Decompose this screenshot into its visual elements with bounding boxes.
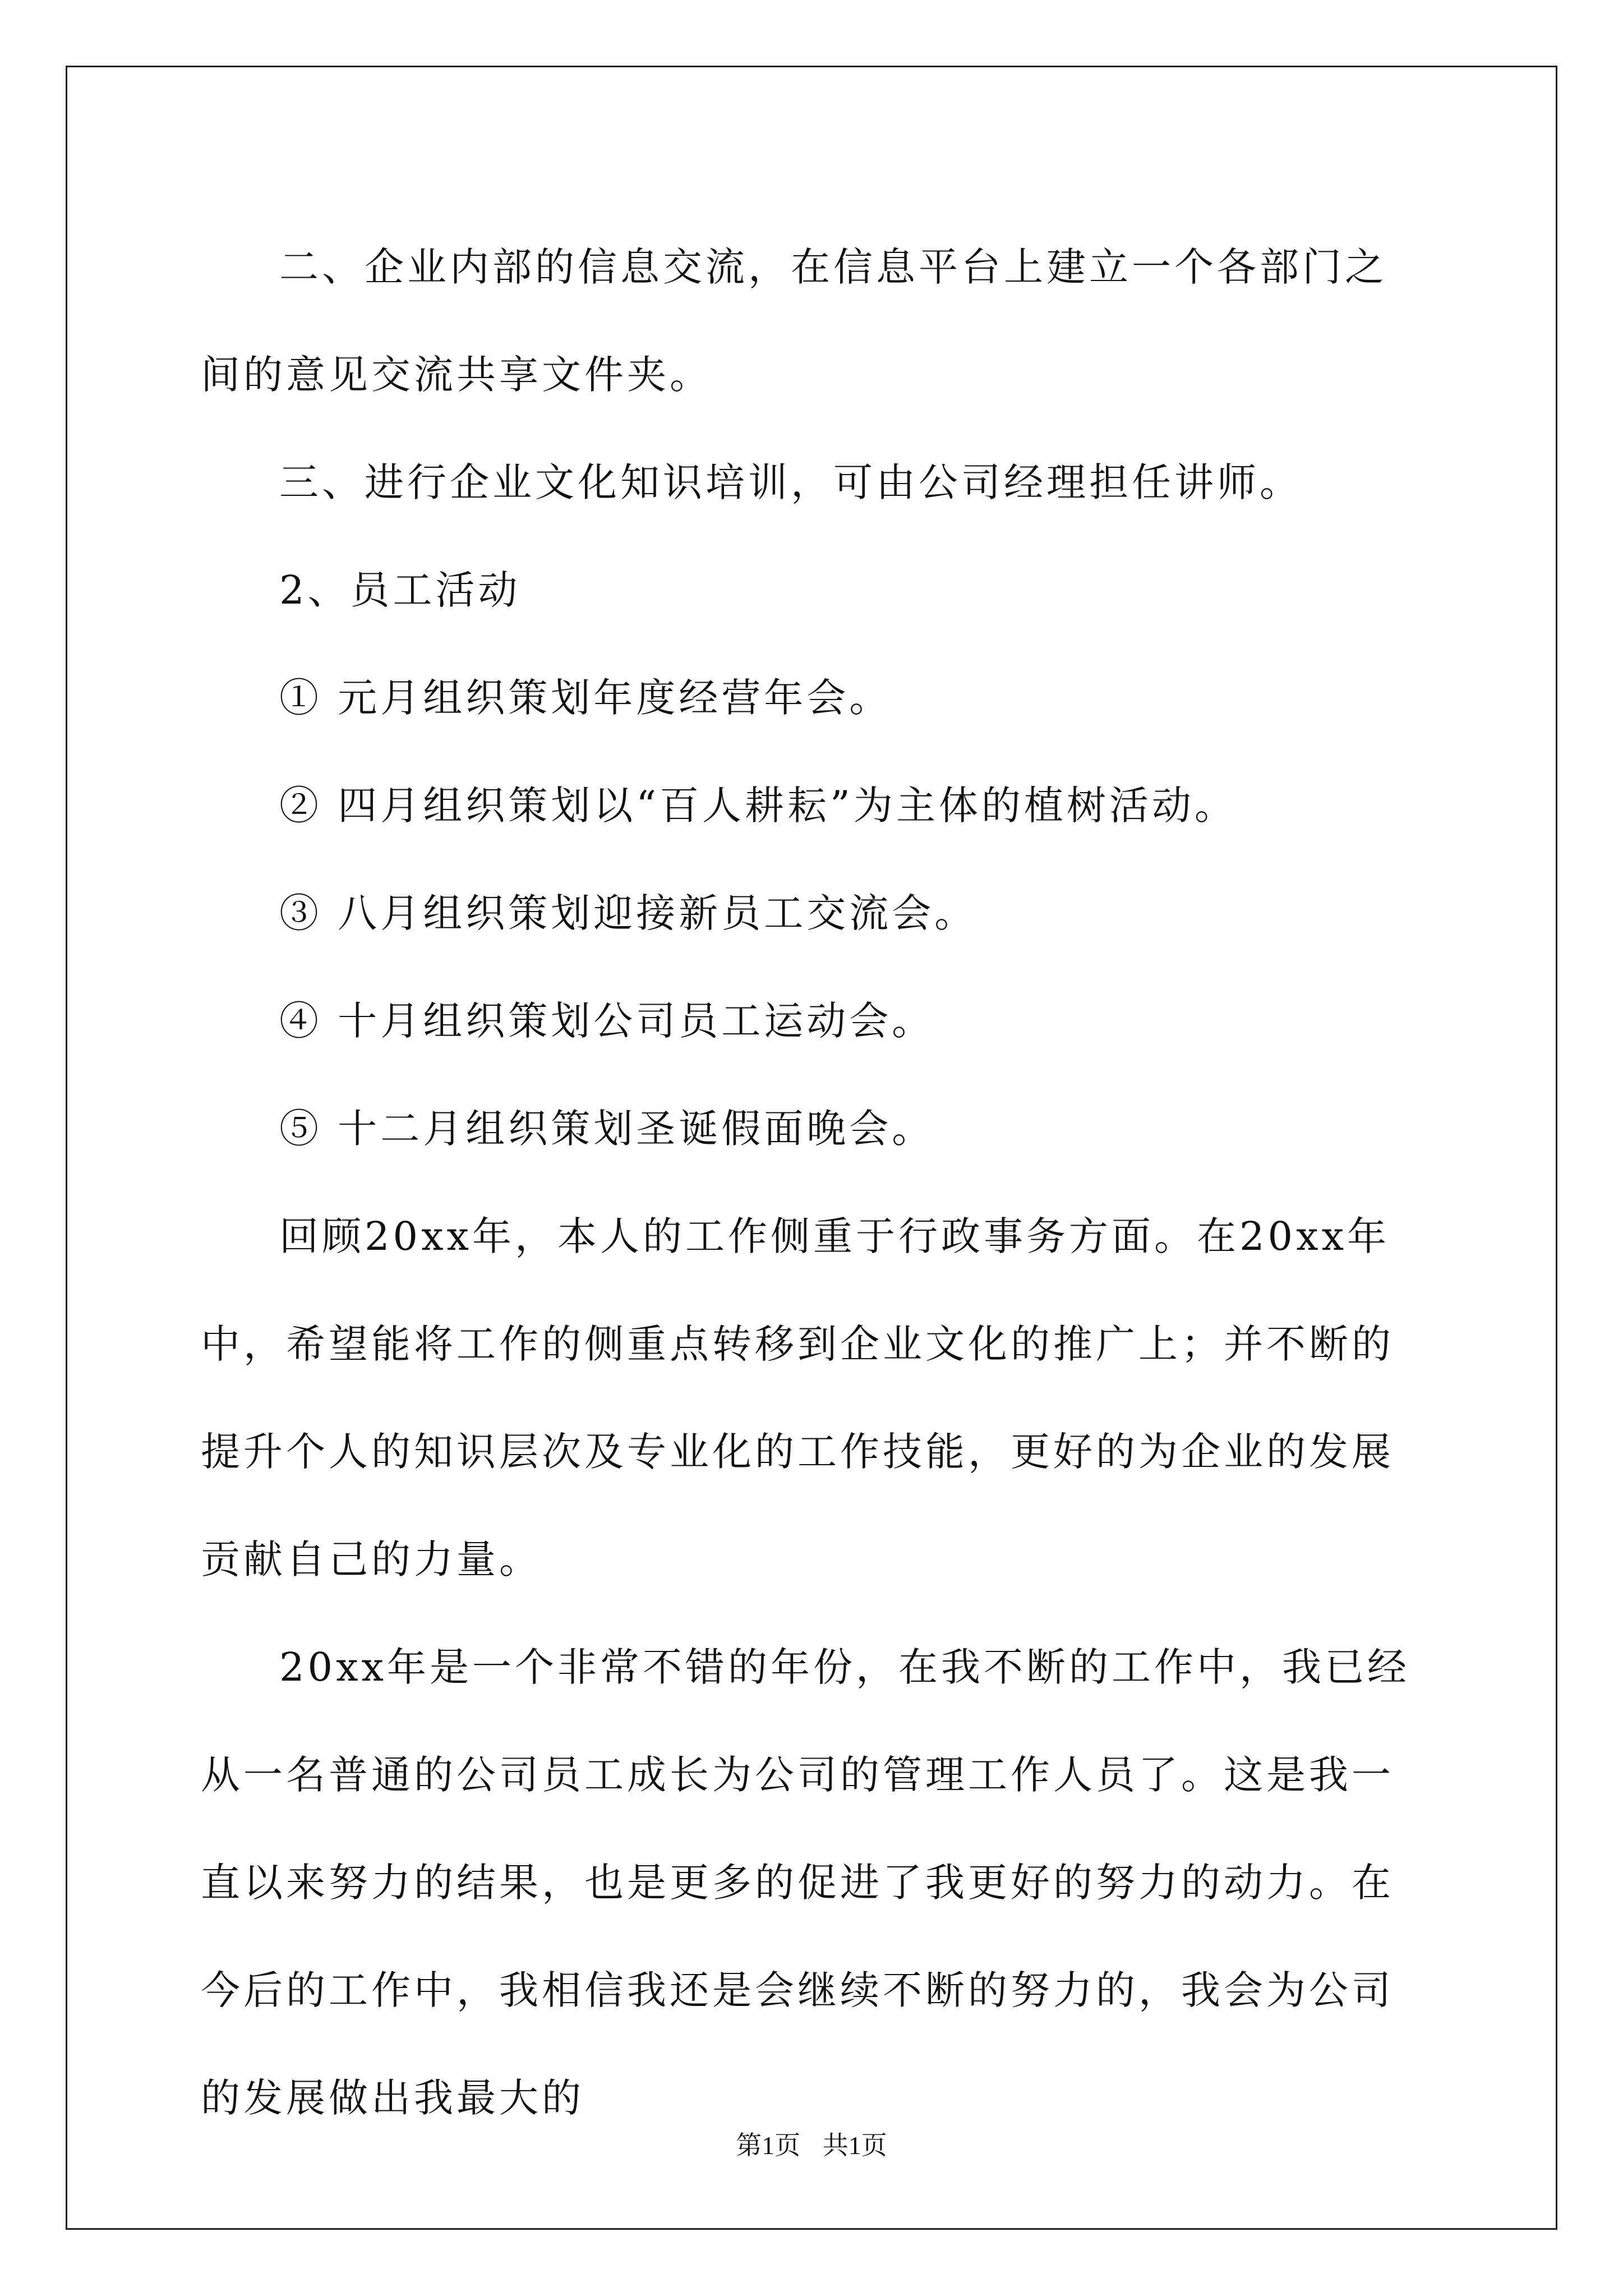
list-item-activity-4: ④ 十月组织策划公司员工运动会。 bbox=[279, 998, 935, 1044]
list-item-activity-3: ③ 八月组织策划迎接新员工交流会。 bbox=[279, 890, 978, 936]
paragraph-culture-training: 三、进行企业文化知识培训，可由公司经理担任讲师。 bbox=[279, 459, 1302, 505]
list-item-activity-5: ⑤ 十二月组织策划圣诞假面晚会。 bbox=[279, 1106, 935, 1152]
paragraph-info-exchange: 二、企业内部的信息交流，在信息平台上建立一个各部门之间的意见交流共享文件夹。 bbox=[201, 244, 1387, 398]
page-footer bbox=[0, 2125, 1623, 2162]
list-item-activity-1: ① 元月组织策划年度经营年会。 bbox=[279, 675, 892, 721]
list-item-activity-2: ② 四月组织策划以“百人耕耘”为主体的植树活动。 bbox=[279, 783, 1237, 829]
page-number-total: 共1页 bbox=[822, 2131, 887, 2160]
paragraph-outlook: 20xx年是一个非常不错的年份，在我不断的工作中，我已经从一名普通的公司员工成长为公司的管理工作人员了。这是我一直以来努力的结果，也是更多的促进了我更好的努力的动力。在今后的工作中，我相信我还是会继续不断的努力的，我会为公司的发展做出我最大的 bbox=[201, 1644, 1410, 2121]
page-number-current: 第1页 bbox=[736, 2131, 801, 2160]
paragraph-review: 回顾20xx年，本人的工作侧重于行政事务方面。在20xx年中，希望能将工作的侧重点转移到企业文化的推广上；并不断的提升个人的知识层次及专业化的工作技能，更好的为企业的发展贡献自己的力量。 bbox=[201, 1213, 1394, 1582]
document-body bbox=[201, 213, 1429, 2152]
section-heading-employee-activities: 2、员工活动 bbox=[279, 567, 521, 613]
